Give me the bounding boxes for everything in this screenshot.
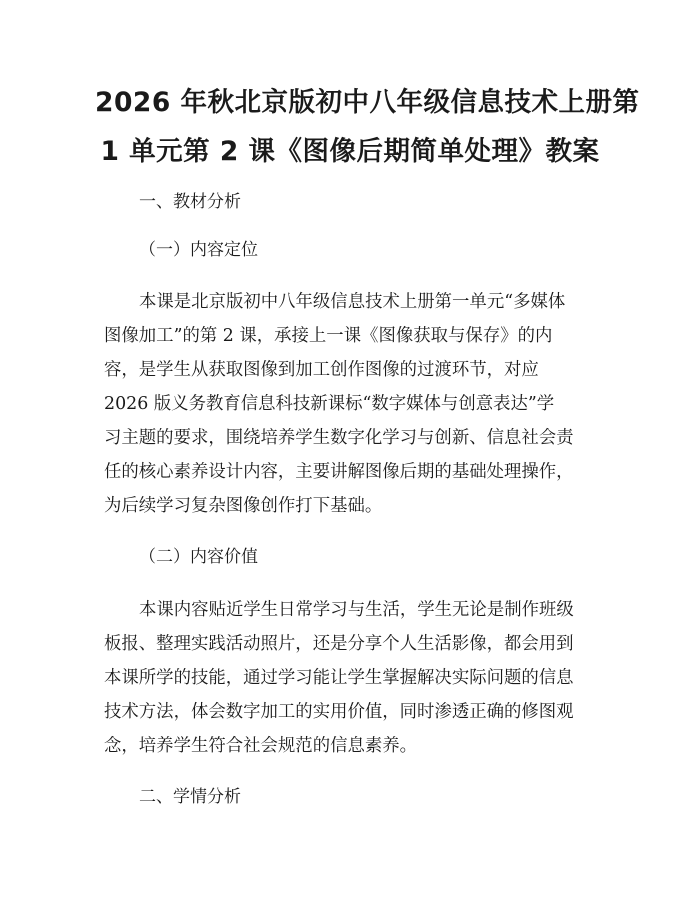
document-title-line-1: 2026 年秋北京版初中八年级信息技术上册第 — [95, 87, 640, 118]
paragraph-line: 容，是学生从获取图像到加工创作图像的过渡环节，对应 — [104, 360, 539, 380]
paragraph-content-positioning — [104, 285, 624, 523]
paragraph-line: 技术方法，体会数字加工的实用价值，同时渗透正确的修图观 — [104, 702, 574, 722]
document-title-line-2: 1 单元第 2 课《图像后期简单处理》教案 — [100, 136, 600, 167]
paragraph-line: 2026 版义务教育信息科技新课标“数字媒体与创意表达”学 — [104, 394, 555, 414]
paragraph-line: 板报、整理实践活动照片，还是分享个人生活影像，都会用到 — [104, 634, 574, 654]
paragraph-line: 本课是北京版初中八年级信息技术上册第一单元“多媒体 — [139, 292, 566, 312]
paragraph-line: 图像加工”的第 2 课，承接上一课《图像获取与保存》的内 — [104, 326, 553, 346]
paragraph-content-value — [104, 593, 624, 763]
subsection-heading-content-positioning: （一）内容定位 — [139, 240, 258, 260]
paragraph-line: 习主题的要求，围绕培养学生数字化学习与创新、信息社会责 — [104, 428, 574, 448]
section-heading-materials-analysis: 一、教材分析 — [139, 192, 241, 212]
paragraph-line: 为后续学习复杂图像创作打下基础。 — [104, 496, 383, 516]
paragraph-line: 本课内容贴近学生日常学习与生活，学生无论是制作班级 — [139, 600, 574, 620]
section-heading-learner-analysis: 二、学情分析 — [139, 787, 241, 807]
subsection-heading-content-value: （二）内容价值 — [139, 547, 258, 567]
paragraph-line: 念，培养学生符合社会规范的信息素养。 — [104, 736, 418, 756]
paragraph-line: 任的核心素养设计内容，主要讲解图像后期的基础处理操作， — [104, 462, 574, 482]
paragraph-line: 本课所学的技能，通过学习能让学生掌握解决实际问题的信息 — [104, 668, 574, 688]
